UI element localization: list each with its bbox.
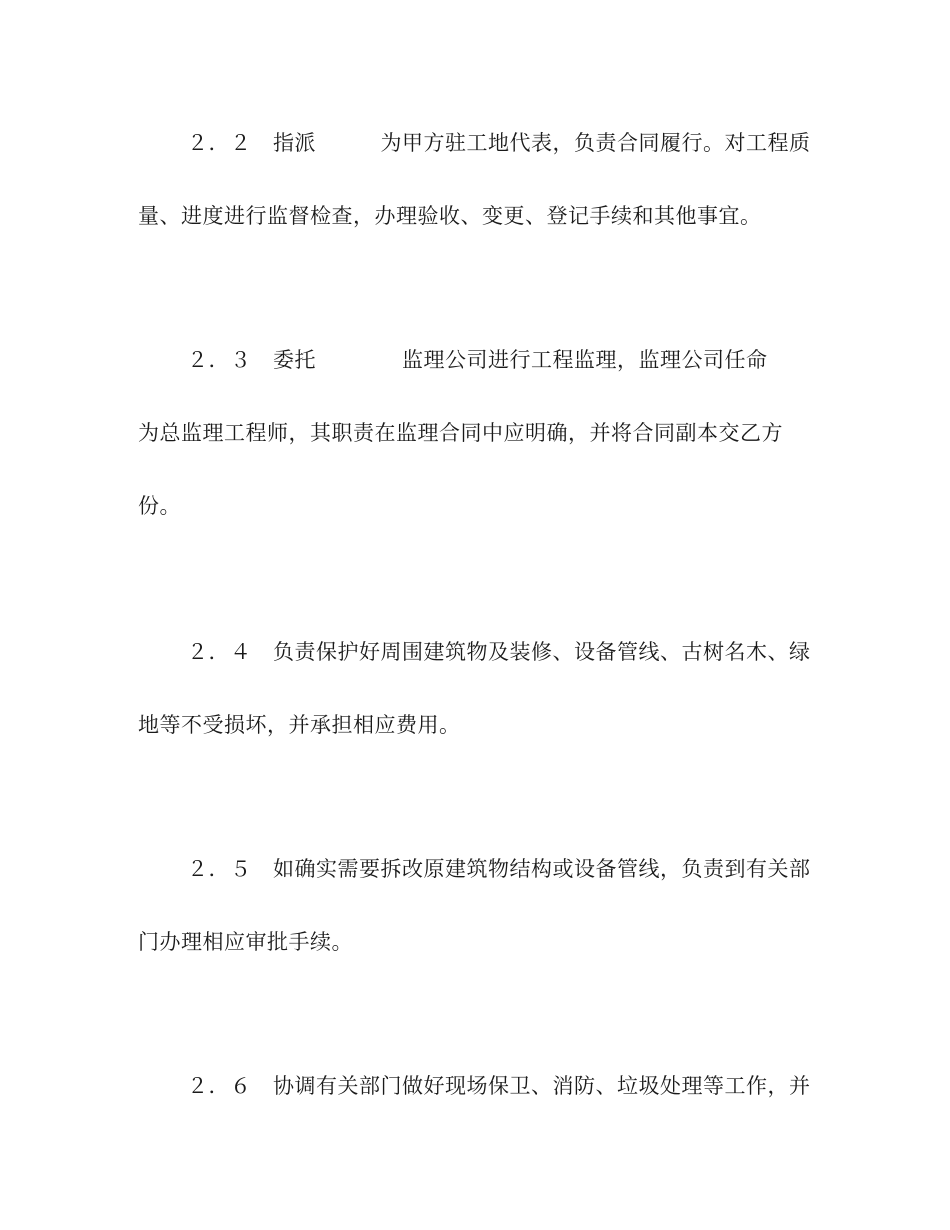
clause-2-4-line-2: 地等不受损坏，并承担相应费用。 <box>138 713 461 737</box>
clause-2-3-line-3: 份。 <box>138 494 181 518</box>
clause-2-3-line-2: 为总监理工程师，其职责在监理合同中应明确，并将合同副本交乙方 <box>138 421 783 445</box>
clause-2-2-line-1: ２．２ 指派 为甲方驻工地代表，负责合同履行。对工程质 <box>187 131 811 155</box>
clause-2-5-line-1: ２．５ 如确实需要拆改原建筑物结构或设备管线，负责到有关部 <box>187 857 811 881</box>
clause-2-3-line-1: ２．３ 委托 监理公司进行工程监理，监理公司任命 <box>187 348 768 372</box>
clause-2-4-line-1: ２．４ 负责保护好周围建筑物及装修、设备管线、古树名木、绿 <box>187 640 811 664</box>
clause-2-5-line-2: 门办理相应审批手续。 <box>138 930 353 954</box>
clause-2-2-line-2: 量、进度进行监督检查，办理验收、变更、登记手续和其他事宜。 <box>138 204 762 228</box>
clause-2-6-line-1: ２．６ 协调有关部门做好现场保卫、消防、垃圾处理等工作，并 <box>187 1074 811 1098</box>
